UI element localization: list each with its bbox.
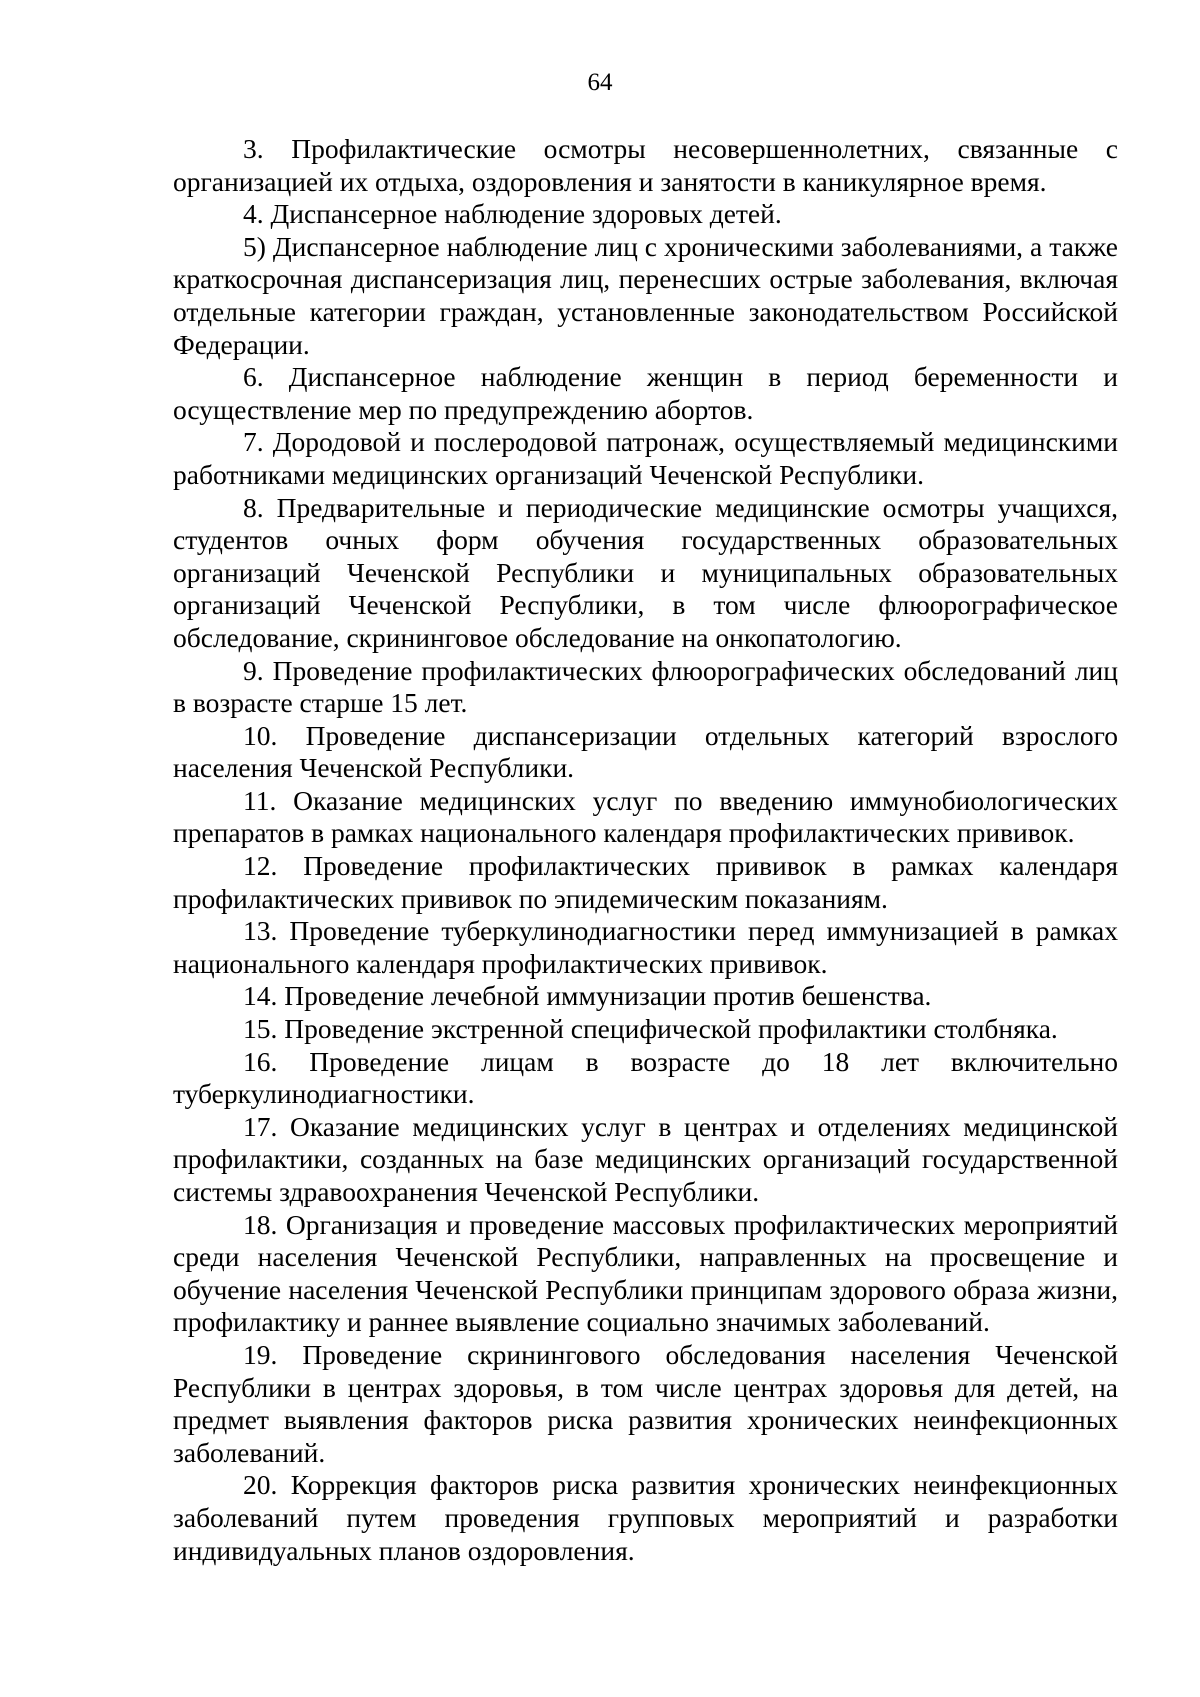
list-item: 6. Диспансерное наблюдение женщин в период беременности и осуществление мер по предупреждению абортов. [173,361,1118,425]
list-item: 19. Проведение скринингового обследования населения Чеченской Республики в центрах здоровья, в том числе центрах здоровья для детей, на предмет выявления факторов риска развития хронических неинфекционных заболеваний. [173,1338,1118,1468]
list-item: 12. Проведение профилактических прививок в рамках календаря профилактических прививок по эпидемическим показаниям. [173,850,1118,914]
list-item: 18. Организация и проведение массовых профилактических мероприятий среди населения Чеченской Республики, направленных на просвещение и обучение населения Чеченской Республики принципам здорового образа жизни, профилактику и раннее выявление социально значимых заболеваний. [173,1208,1118,1338]
list-item: 5) Диспансерное наблюдение лиц с хроническими заболеваниями, а также краткосрочная диспансеризация лиц, перенесших острые заболевания, включая отдельные категории граждан, установленные законодательством Российской Федерации. [173,230,1118,360]
list-item: 16. Проведение лицам в возрасте до 18 лет включительно туберкулинодиагностики. [173,1045,1118,1110]
list-item: 7. Дородовой и послеродовой патронаж, осуществляемый медицинскими работниками медицинских организаций Чеченской Республики. [173,426,1118,490]
list-item: 9. Проведение профилактических флюорографических обследований лиц в возрасте старше 15 лет. [173,654,1118,719]
list-item: 4. Диспансерное наблюдение здоровых детей. [243,198,782,230]
list-item: 8. Предварительные и периодические медицинские осмотры учащихся, студентов очных форм обучения государственных образовательных организаций Чеченской Республики и муниципальных образовательных организаций Чеченской Республики, в том числе флюорографическое обследование, скрининговое обследование на онкопатологию. [173,491,1118,653]
list-item: 14. Проведение лечебной иммунизации против бешенства. [243,980,932,1012]
list-item: 17. Оказание медицинских услуг в центрах и отделениях медицинской профилактики, созданных на базе медицинских организаций государственной системы здравоохранения Чеченской Республики. [173,1110,1118,1207]
list-item: 11. Оказание медицинских услуг по введению иммунобиологических препаратов в рамках национального календаря профилактических прививок. [173,784,1118,849]
list-item: 13. Проведение туберкулинодиагностики перед иммунизацией в рамках национального календаря профилактических прививок. [173,915,1118,979]
document-body [173,133,1118,1567]
list-item: 20. Коррекция факторов риска развития хронических неинфекционных заболеваний путем проведения групповых мероприятий и разработки индивидуальных планов оздоровления. [173,1469,1118,1566]
page-number: 64 [587,69,613,96]
list-item: 10. Проведение диспансеризации отдельных категорий взрослого населения Чеченской Республики. [173,719,1118,784]
list-item: 3. Профилактические осмотры несовершеннолетних, связанные с организацией их отдыха, оздоровления и занятости в каникулярное время. [173,133,1118,197]
list-item: 15. Проведение экстренной специфической профилактики столбняка. [243,1013,1058,1045]
